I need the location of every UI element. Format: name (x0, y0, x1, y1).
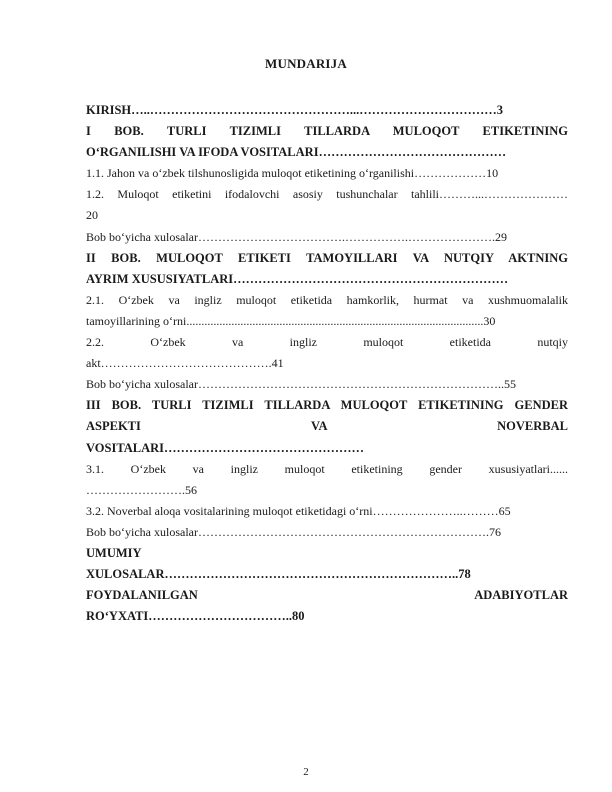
toc-line: VOSITALARI………………………………………… (86, 440, 365, 455)
toc-line: 20 (86, 208, 98, 223)
toc-line: XULOSALAR……………………………………………………………..78 (86, 567, 471, 582)
toc-line: …………………….56 (86, 482, 197, 497)
toc-line: 1.1. Jahon va o‘zbek tilshunosligida muloqot etiketining o‘rganilishi………………10 (86, 166, 499, 181)
toc-line: Bob bo‘yicha xulosalar……………………………….…………….………………….29 (86, 229, 507, 244)
toc-line: KIRISH…..…………………………………………...……………………………3 (86, 103, 504, 117)
toc-line: ASPEKTI VA NOVERBAL (86, 419, 568, 434)
toc-line: Bob bo‘yicha xulosalar……………………………………………………………….76 (86, 524, 501, 539)
toc-line: 2.2. O‘zbek va ingliz muloqot etiketida nutqiy (86, 335, 568, 350)
toc-line: III BOB. TURLI TIZIMLI TILLARDA MULOQOT ETIKETINING GENDER (86, 398, 568, 413)
toc-line: AYRIM XUSUSIYATLARI………………………………………………………… (86, 271, 509, 286)
toc-line: 1.2. Muloqot etiketini ifodalovchi asosiy tushunchalar tahlili………...………………… (86, 187, 568, 202)
toc-line: tamoyillarining o‘rni...................................................................................................30 (86, 313, 496, 328)
toc-title: MUNDARIJA (265, 56, 347, 71)
toc-line: 3.2. Noverbal aloqa vositalarining muloqot etiketidagi o‘rni…………………..………65 (86, 503, 511, 518)
toc-line: 2.1. O‘zbek va ingliz muloqot etiketida hamkorlik, hurmat va xushmuomalalik (86, 292, 568, 307)
page-number: 2 (303, 766, 309, 778)
toc-line: FOYDALANILGAN ADABIYOTLAR (86, 588, 568, 603)
table-of-contents (86, 100, 568, 627)
toc-line: akt…………………………………….41 (86, 356, 284, 371)
toc-line: O‘RGANILISHI VA IFODA VOSITALARI……………………………………… (86, 145, 507, 160)
toc-line: 3.1. O‘zbek va ingliz muloqot etiketining gender xususiyatlari...... (86, 461, 568, 476)
toc-line: I BOB. TURLI TIZIMLI TILLARDA MULOQOT ETIKETINING (86, 124, 568, 139)
toc-line: RO‘YXATI……………………………..80 (86, 609, 305, 624)
toc-line: UMUMIY (86, 545, 142, 560)
toc-line: Bob bo‘yicha xulosalar…………………………………………………………………..55 (86, 377, 516, 392)
toc-line: II BOB. MULOQOT ETIKETI TAMOYILLARI VA NUTQIY AKTNING (86, 250, 568, 265)
